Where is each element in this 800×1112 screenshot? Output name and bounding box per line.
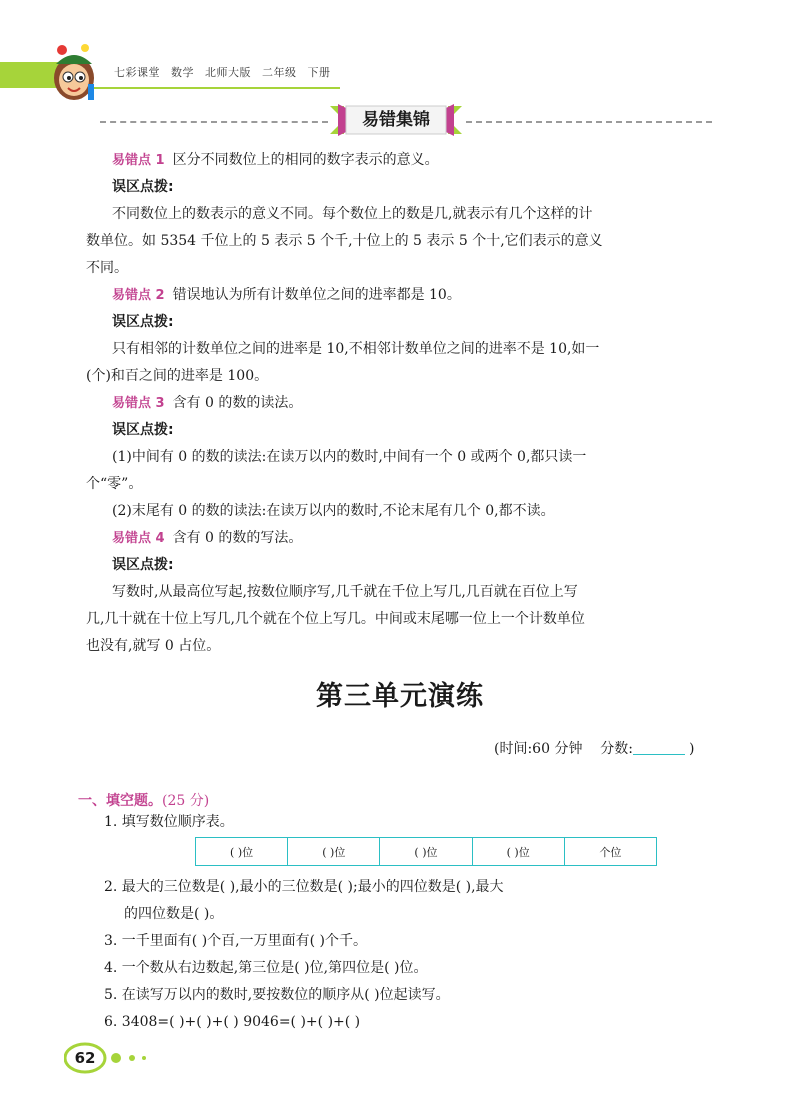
tip-line: (个)和百之间的进率是 100。 — [86, 368, 269, 384]
error-point-1 — [112, 150, 439, 171]
error-tag: 易错点 3 — [112, 396, 165, 411]
error-point-4 — [112, 528, 302, 549]
tip-label: 误区点拨: — [112, 422, 174, 438]
subject: 数学 — [171, 66, 194, 79]
error-point-2 — [112, 285, 461, 306]
page-number: 62 — [74, 1049, 96, 1067]
tip-line: 只有相邻的计数单位之间的进率是 10,不相邻计数单位之间的进率不是 10,如一 — [112, 341, 600, 357]
section-points: (25 分) — [162, 793, 210, 809]
place-value-table — [195, 837, 657, 866]
tip-label: 误区点拨: — [112, 179, 174, 195]
header-text — [114, 64, 338, 80]
error-title: 错误地认为所有计数单位之间的进率都是 10。 — [172, 287, 461, 303]
page-dots — [108, 1050, 158, 1066]
score-label: 分数: — [600, 741, 633, 757]
error-title: 区分不同数位上的相同的数字表示的意义。 — [172, 152, 439, 168]
question-1: 1. 填写数位顺序表。 — [104, 814, 234, 830]
divider-right — [466, 121, 712, 123]
place-cell: 个位 — [564, 838, 656, 866]
divider-left — [100, 121, 328, 123]
section-heading — [78, 790, 209, 810]
place-cell[interactable]: ( )位 — [196, 838, 288, 866]
error-tag: 易错点 2 — [112, 288, 165, 303]
time-label: (时间:60 分钟 — [494, 741, 583, 757]
place-cell[interactable]: ( )位 — [380, 838, 472, 866]
question-3: 3. 一千里面有( )个百,一万里面有( )个千。 — [104, 933, 368, 949]
unit-title: 第三单元演练 — [316, 681, 484, 712]
tip-line: 写数时,从最高位写起,按数位顺序写,几千就在千位上写几,几百就在百位上写 — [112, 584, 578, 600]
error-title: 含有 0 的数的读法。 — [172, 395, 303, 411]
tip-label: 误区点拨: — [112, 557, 174, 573]
banner-title: 易错集锦 — [362, 110, 430, 130]
error-title: 含有 0 的数的写法。 — [172, 530, 303, 546]
question-5: 5. 在读写万以内的数时,要按数位的顺序从( )位起读写。 — [104, 987, 450, 1003]
error-tag: 易错点 4 — [112, 531, 165, 546]
tip-line: 个“零”。 — [86, 476, 143, 492]
book-name: 七彩课堂 — [114, 66, 160, 79]
tip-line: 不同数位上的数表示的意义不同。每个数位上的数是几,就表示有几个这样的计 — [112, 206, 593, 222]
tip-line: 数单位。如 5354 千位上的 5 表示 5 个千,十位上的 5 表示 5 个十,它们表示的意义 — [86, 233, 603, 249]
time-close: ) — [688, 741, 695, 757]
score-blank[interactable] — [633, 740, 685, 755]
volume: 下册 — [307, 66, 331, 79]
error-tag: 易错点 1 — [112, 153, 165, 168]
section-label: 一、填空题。 — [78, 793, 162, 809]
mascot-icon — [40, 38, 110, 104]
tip-line: 也没有,就写 0 占位。 — [86, 638, 221, 654]
question-6: 6. 3408=( )+( )+( ) 9046=( )+( )+( ) — [104, 1014, 361, 1030]
question-4: 4. 一个数从右边数起,第三位是( )位,第四位是( )位。 — [104, 960, 428, 976]
place-cell[interactable]: ( )位 — [288, 838, 380, 866]
time-score — [494, 738, 694, 758]
question-2: 2. 最大的三位数是( ),最小的三位数是( );最小的四位数是( ),最大 — [104, 879, 504, 895]
tip-line: 不同。 — [86, 260, 128, 276]
question-2-cont: 的四位数是( )。 — [124, 906, 224, 922]
tip-line: (1)中间有 0 的数的读法:在读万以内的数时,中间有一个 0 或两个 0,都只读一 — [112, 449, 587, 465]
error-point-3 — [112, 393, 302, 414]
tip-line: 几,几十就在十位上写几,几个就在个位上写几。中间或末尾哪一位上一个计数单位 — [86, 611, 585, 627]
tip-label: 误区点拨: — [112, 314, 174, 330]
grade: 二年级 — [262, 66, 297, 79]
tip-line: (2)末尾有 0 的数的读法:在读万以内的数时,不论末尾有几个 0,都不读。 — [112, 503, 555, 519]
place-cell[interactable]: ( )位 — [472, 838, 564, 866]
edition: 北师大版 — [205, 66, 251, 79]
